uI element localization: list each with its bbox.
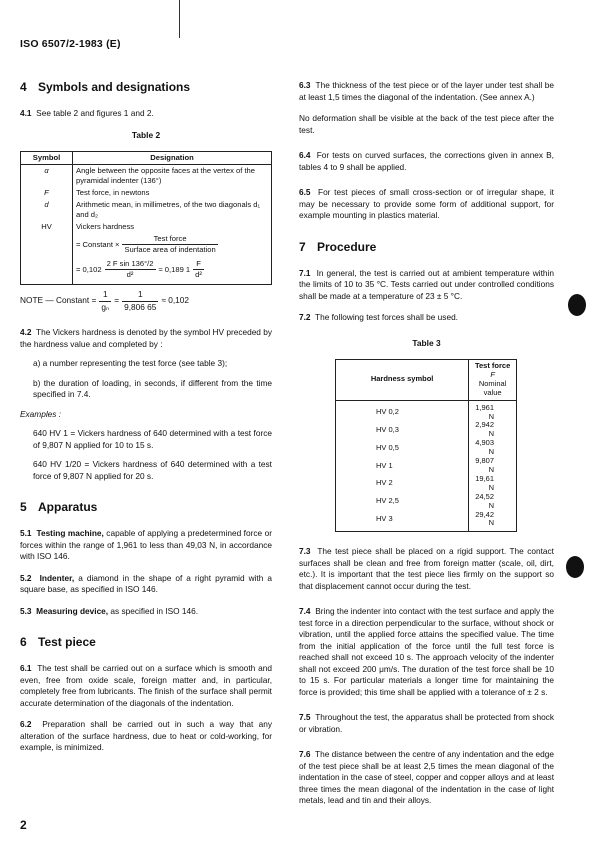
table-row: HV 3 29,42 N (336, 511, 517, 532)
para-7-3: 7.3 The test piece shall be placed on a rigid support. The contact surfaces shall be clean and free from foreign matter (scale, oil, dirt, etc.). It is important that the test piece lies firmly on the support so that displacement cannot occur during the test. (299, 546, 554, 591)
para-5-1: 5.1 Testing machine, capable of applying a predetermined force or forces within the range of 1,961 to less than 49,03 N, in accordance with ISO 146. (20, 528, 272, 561)
para-4-1: 4.1 See table 2 and figures 1 and 2. (20, 108, 154, 118)
left-column (20, 80, 272, 754)
table-2-header-symbol: Symbol (21, 152, 73, 165)
para-4-2-b: b) the duration of loading, in seconds, if different from the time specified in 7.4. (33, 377, 272, 399)
formula-hv: = 0,102 $\frac{\text{2 F sin 136°/2}}{\text{d²}}$ ≈ 0,189 1 $\frac{F}{\text{d²}}$ (76, 259, 202, 279)
para-4-2: 4.2 The Vickers hardness is denoted by the symbol HV preceded by the hardness value and completed by : (20, 327, 272, 349)
table-3 (335, 359, 517, 532)
para-5-2: 5.2 Indenter, a diamond in the shape of a right pyramid with a square base, as specified in ISO 146. (20, 572, 272, 594)
table-row: α Angle between the opposite faces at the vertex of the pyramidal indenter (136°) (21, 165, 272, 188)
table-row: HV 1 9,807 N (336, 457, 517, 475)
table-row: HV 0,5 4,903 N (336, 439, 517, 457)
right-column (299, 80, 554, 807)
section-5-heading: 5 Apparatus (20, 500, 98, 514)
table-row: F Test force, in newtons (21, 187, 272, 199)
para-7-2: 7.2 The following test forces shall be used. (299, 312, 458, 322)
section-4-heading: 4 Symbols and designations (20, 80, 191, 94)
table-2 (20, 151, 272, 285)
para-7-6: 7.6 The distance between the centre of any indentation and the edge of the test piece shall be at least 2,5 times the mean diagonal of the indentation in the case of steel, copper and copper alloys and at least three times the mean diagonal of the indentation in the case of light metals, lead and tin and their alloys. (299, 749, 554, 806)
page-number: 2 (20, 818, 27, 832)
section-7-heading: 7 Procedure (299, 239, 377, 254)
para-6-3: 6.3 The thickness of the test piece or of the layer under test shall be at least 1,5 times the diagonal of the indentation. (See annex A.) (299, 80, 554, 102)
para-7-5: 7.5 Throughout the test, the apparatus shall be protected from shock or vibration. (299, 712, 554, 734)
example-2: 640 HV 1/20 = Vickers hardness of 640 determined with a test force of 9,807 N applied for 20 s. (33, 459, 272, 481)
table-row: HV Vickers hardness = Constant × $\frac{\text{Test force}}{\text{Surface area of indentation}}$ = 0,102 $\frac{\text{2 F sin 136°/2}}{\text{d²}}$ ≈ 0,189 1 $\frac{F}{\text{d²}}$ (21, 221, 272, 285)
para-6-3-note: No deformation shall be visible at the back of the test piece after the test. (299, 113, 554, 135)
section-6-heading: 6 Test piece (20, 635, 96, 649)
table-row: HV 0,2 1,961 N (336, 400, 517, 421)
para-5-3: 5.3 Measuring device, as specified in ISO 146. (20, 605, 199, 616)
ink-blot-mark (568, 294, 586, 316)
table-row: HV 2 19,61 N (336, 475, 517, 493)
para-6-5: 6.5 For test pieces of small cross-section or of irregular shape, it may be necessary to provide some form of additional support, for example mounting in plastics material. (299, 187, 554, 220)
para-7-4: 7.4 Bring the indenter into contact with the test surface and apply the test force in a direction perpendicular to the surface, without shock or vibration, until the applied force attains the specified value. The time from the initial application of the force until the full test force is reached shall not exceed 10 s. The approach velocity of the indenter shall not exceed 200 μm/s. The duration of the test force shall be 10 to 15 s. For particular materials a longer time for maintaining the force is provided; this time shall be applied with a tolerance of ± 2 s. (299, 606, 554, 697)
ink-blot-mark (566, 556, 584, 578)
examples-label: Examples : (20, 408, 62, 419)
para-6-1: 6.1 The test shall be carried out on a surface which is smooth and even, free from oxide scale, foreign matter and, in particular, completely free from lubricants. The finish of the surface shall permit accurate determination of the diagonals of the indentation. (20, 663, 273, 708)
table-2-caption: Table 2 (131, 129, 161, 140)
table-2-header-designation: Designation (73, 152, 272, 165)
para-4-2-a: a) a number representing the test force (see table 3); (33, 358, 228, 368)
table-row: HV 2,5 24,52 N (336, 493, 517, 511)
formula-constant: = Constant × $\frac{\text{Test force}}{\text{Surface area of indentation}}$ (76, 234, 216, 254)
table-3-header-force: Test force F Nominal value (469, 360, 517, 401)
para-6-4: 6.4 For tests on curved surfaces, the corrections given in annex B, tables 4 to 9 shall be applied. (299, 150, 554, 172)
table-row: d Arithmetic mean, in millimetres, of the two diagonals d₁ and d₂ (21, 199, 272, 221)
margin-rule (179, 0, 180, 38)
document-header: ISO 6507/2-1983 (E) (20, 38, 121, 50)
table-3-caption: Table 3 (412, 337, 441, 348)
table-3-header-symbol: Hardness symbol (336, 360, 469, 401)
note-constant: NOTE — Constant = $\frac{1}{\text{gₙ}}$ = $\frac{1}{9,806 65}$ ≈ 0,102 (20, 289, 190, 312)
example-1: 640 HV 1 = Vickers hardness of 640 determined with a test force of 9,807 N applied for 10 to 15 s. (33, 428, 272, 450)
table-row: HV 0,3 2,942 N (336, 421, 517, 439)
para-7-1: 7.1 In general, the test is carried out at ambient temperature within the limits of 10 to 35 °C. Tests carried out under controlled conditions shall be made at a temperature of 23 ± 5 °C. (299, 267, 554, 301)
para-6-2: 6.2 Preparation shall be carried out in such a way that any alteration of the surface hardness, due to heat or cold-working, for example, is minimized. (20, 719, 272, 752)
